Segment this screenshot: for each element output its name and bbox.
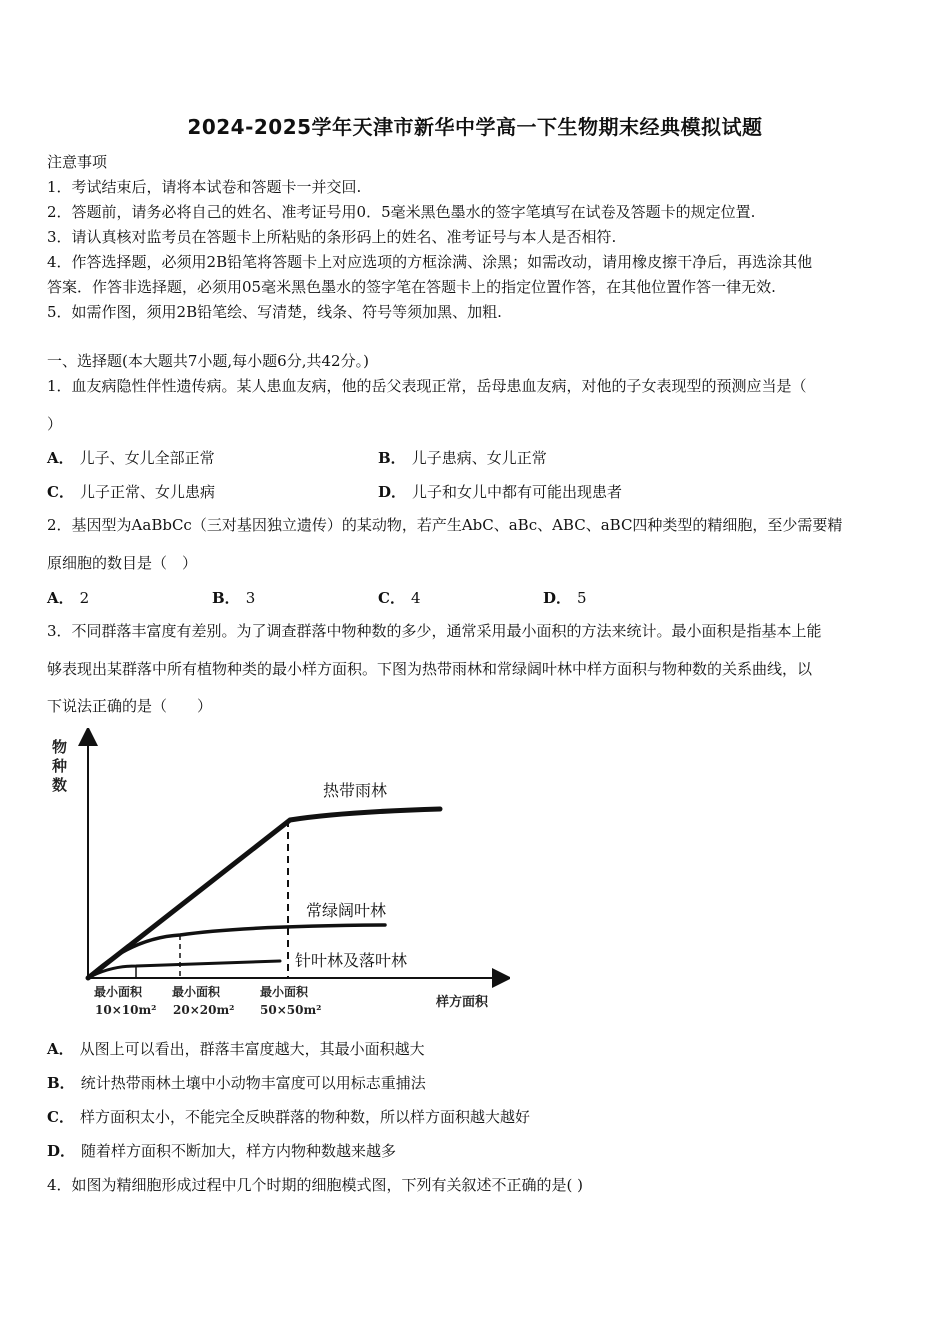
q1-option-d: D． 儿子和女儿中都有可能出现患者 — [378, 483, 623, 501]
tick-label-top: 最小面积 — [260, 985, 309, 999]
tick-label-top: 最小面积 — [94, 985, 143, 999]
question-1-line: 1．血友病隐性伴性遗传病。某人患血友病，他的岳父表现正常，岳母患血友病，对他的子女表现型的预测应当是（ — [47, 377, 807, 395]
question-3-line: 够表现出某群落中所有植物种类的最小样方面积。下图为热带雨林和常绿阔叶林中样方面积与物种数的关系曲线，以 — [47, 660, 813, 678]
series-label-tropical: 热带雨林 — [323, 781, 388, 800]
series-label-coniferous: 针叶林及落叶林 — [295, 951, 408, 970]
notice-item: 3．请认真核对监考员在答题卡上所粘贴的条形码上的姓名、准考证号与本人是否相符. — [47, 228, 617, 246]
q3-option-c: C． 样方面积太小，不能完全反映群落的物种数，所以样方面积越大越好 — [47, 1108, 530, 1126]
q1-option-a: A． 儿子、女儿全部正常 — [47, 449, 215, 467]
tick-label-top: 最小面积 — [172, 985, 221, 999]
q3-option-d: D． 随着样方面积不断加大，样方内物种数越来越多 — [47, 1142, 397, 1160]
q2-option-d: D． 5 — [543, 589, 587, 607]
question-3-line: 下说法正确的是（ ） — [47, 697, 213, 715]
q2-option-c: C． 4 — [378, 589, 421, 607]
q1-option-b: B． 儿子患病、女儿正常 — [378, 449, 547, 467]
q3-option-b: B． 统计热带雨林土壤中小动物丰富度可以用标志重捕法 — [47, 1074, 426, 1092]
notice-item: 答案．作答非选择题，必须用05毫米黑色墨水的签字笔在答题卡上的指定位置作答，在其他位置作答一律无效. — [47, 278, 776, 296]
y-axis-label: 物种数 — [52, 738, 68, 794]
notice-item: 4．作答选择题，必须用2B铅笔将答题卡上对应选项的方框涂满、涂黑；如需改动，请用橡皮擦干净后，再选涂其他 — [47, 253, 813, 271]
q1-option-c: C． 儿子正常、女儿患病 — [47, 483, 215, 501]
q3-option-a: A． 从图上可以看出，群落丰富度越大，其最小面积越大 — [47, 1040, 425, 1058]
question-1-line: ） — [47, 415, 63, 433]
tick-label-bottom: 20×20m² — [173, 1003, 235, 1017]
section-heading: 一、选择题(本大题共7小题,每小题6分,共42分。) — [47, 352, 369, 370]
question-2-line: 2．基因型为AaBbCc（三对基因独立遗传）的某动物，若产生AbC、aBc、ABC、aBC四种类型的精细胞，至少需要精 — [47, 516, 843, 534]
notice-item: 5．如需作图，须用2B铅笔绘、写清楚，线条、符号等须加黑、加粗. — [47, 303, 502, 321]
notice-heading: 注意事项 — [47, 153, 108, 171]
series-label-evergreen: 常绿阔叶林 — [306, 901, 387, 920]
coniferous-deciduous-curve — [88, 961, 280, 978]
x-axis-label: 样方面积 — [436, 995, 489, 1010]
question-3-line: 3．不同群落丰富度有差别。为了调查群落中物种数的多少，通常采用最小面积的方法来统计。最小面积是指基本上能 — [47, 622, 822, 640]
page-title: 2024-2025学年天津市新华中学高一下生物期末经典模拟试题 — [187, 115, 763, 139]
notice-item: 2．答题前，请务必将自己的姓名、准考证号用0．5毫米黑色墨水的签字笔填写在试卷及答题卡的规定位置. — [47, 203, 756, 221]
tick-label-bottom: 10×10m² — [95, 1003, 157, 1017]
question-4-line: 4．如图为精细胞形成过程中几个时期的细胞模式图，下列有关叙述不正确的是( ) — [47, 1176, 584, 1194]
question-2-line: 原细胞的数目是（ ） — [47, 554, 198, 572]
tick-label-bottom: 50×50m² — [260, 1003, 322, 1017]
notice-item: 1．考试结束后，请将本试卷和答题卡一并交回. — [47, 178, 362, 196]
q2-option-b: B． 3 — [212, 589, 256, 607]
q2-option-a: A． 2 — [47, 589, 90, 607]
species-area-chart — [40, 728, 510, 1028]
